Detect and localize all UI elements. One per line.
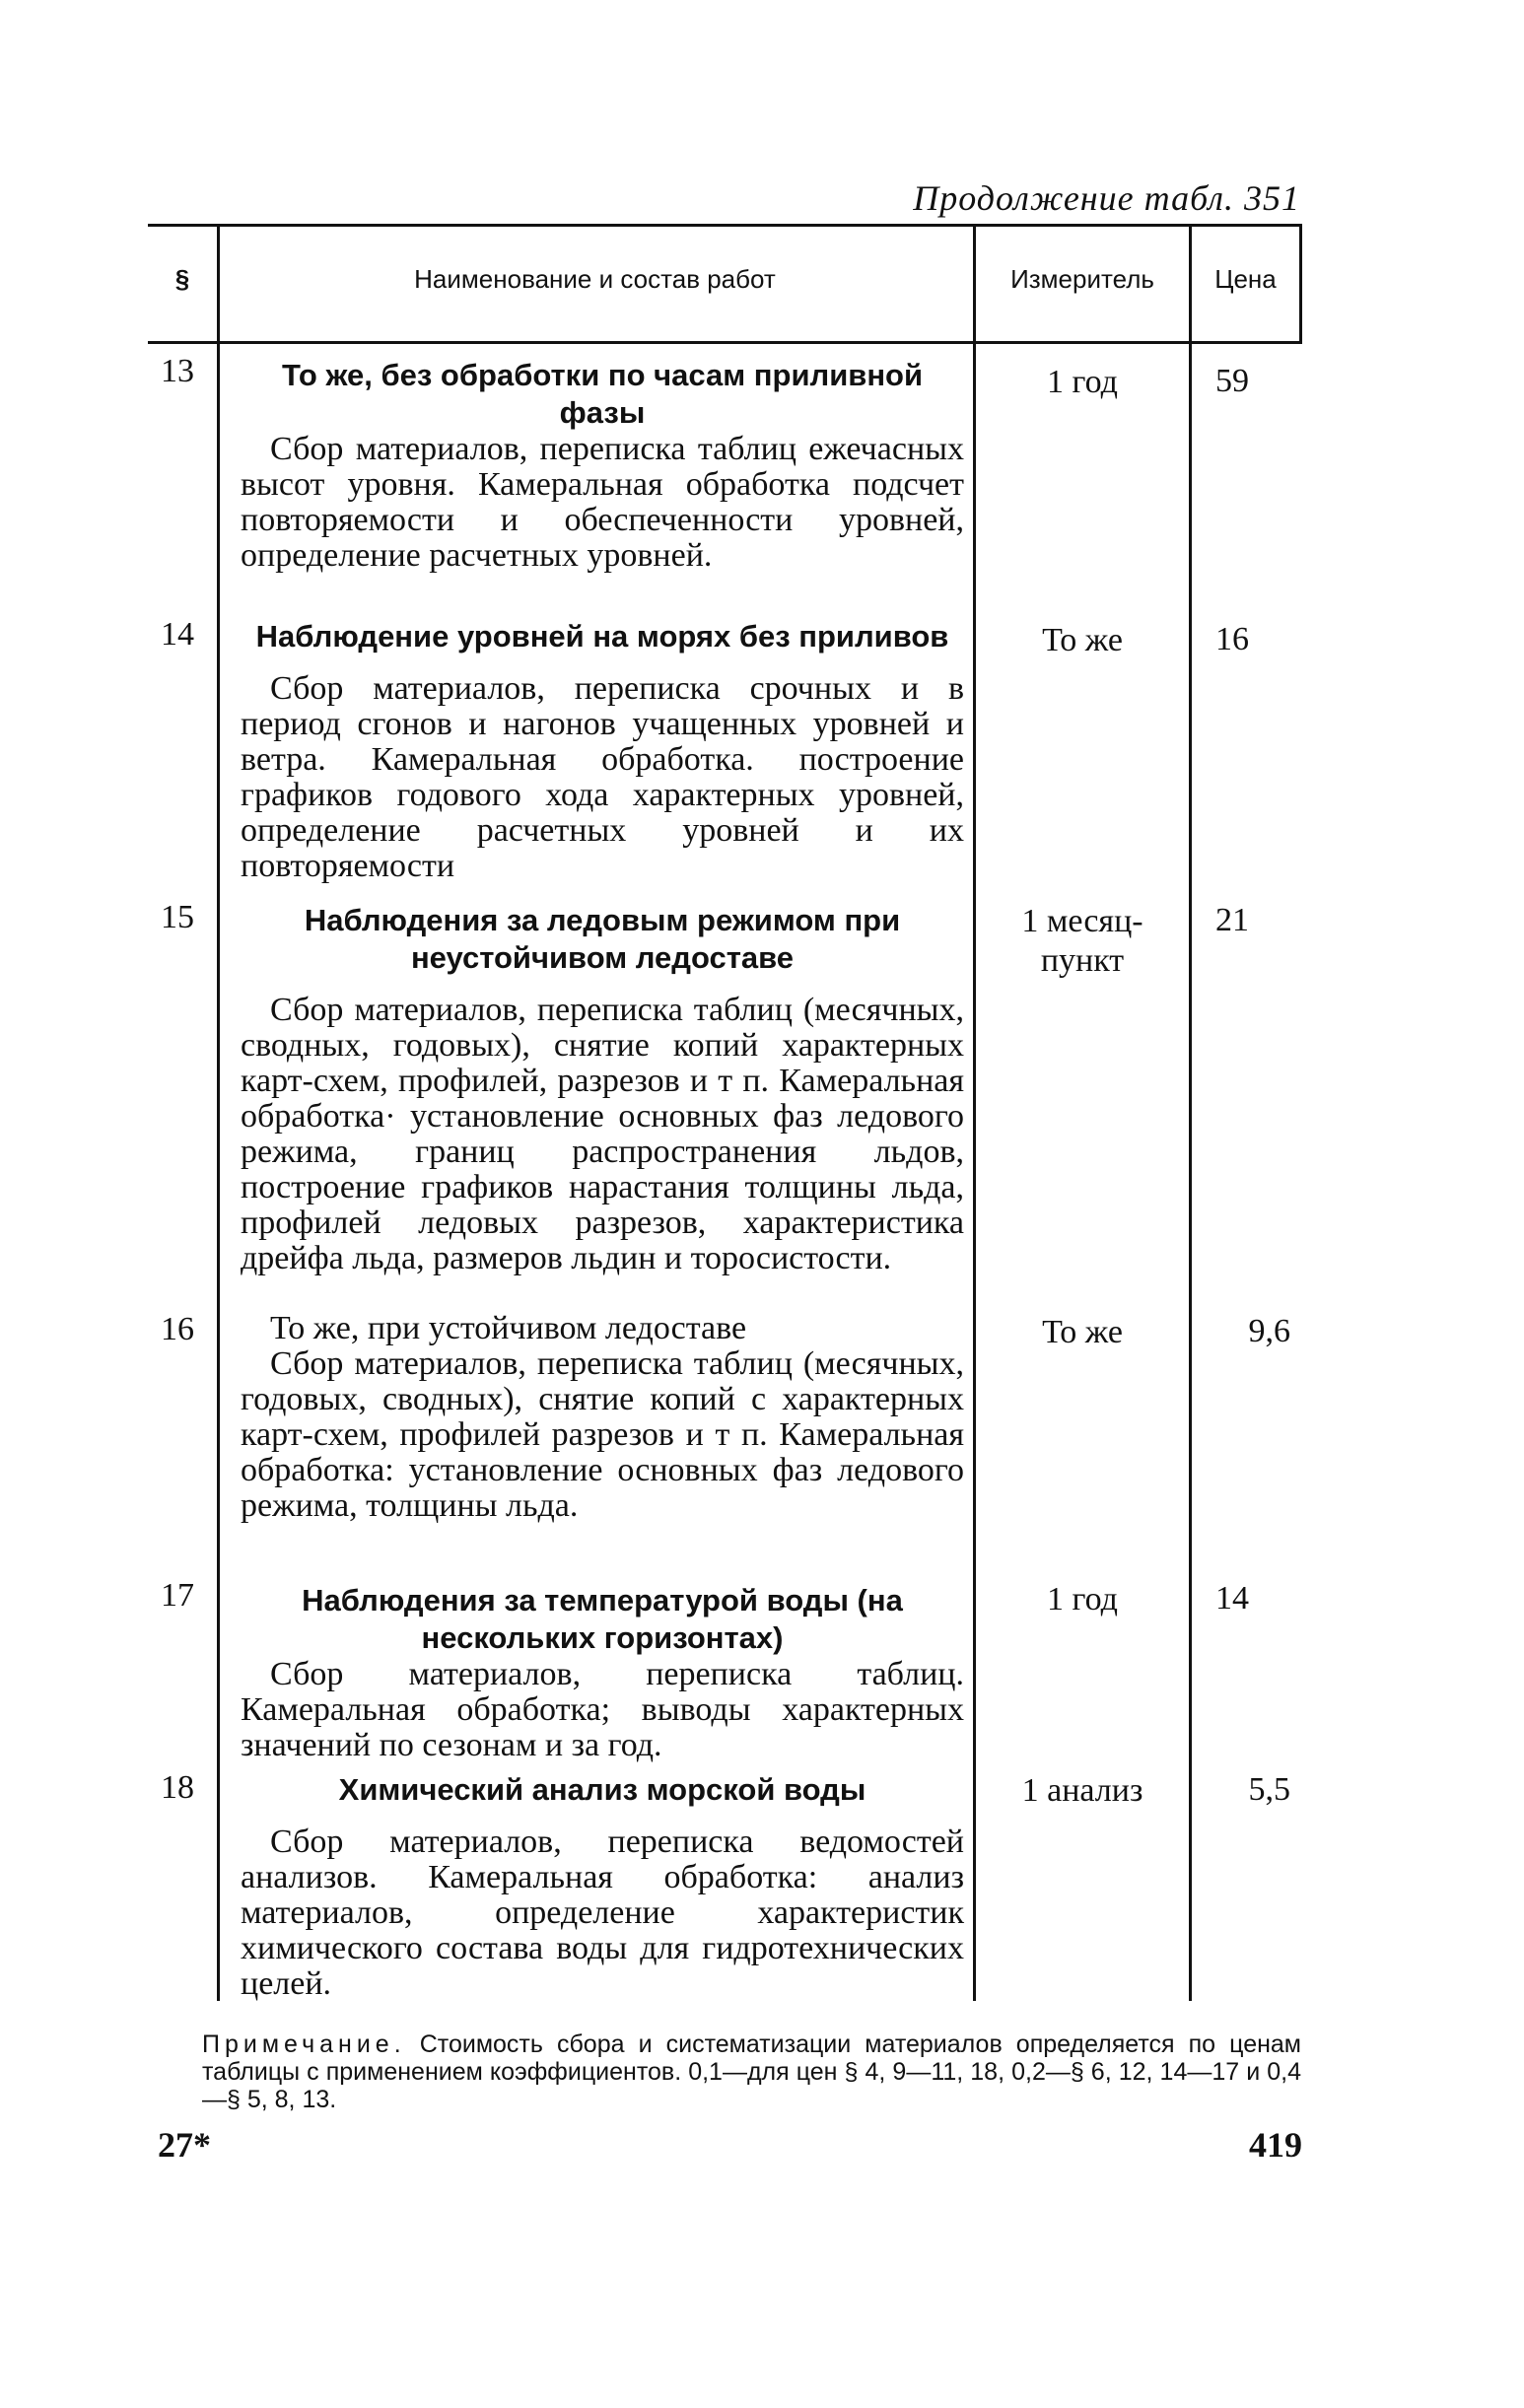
footnote-label: Примечание. xyxy=(202,2030,406,2058)
row-18-num: 18 xyxy=(161,1769,194,1806)
table-continuation-caption: Продолжение табл. 351 xyxy=(913,178,1300,218)
row-14-content xyxy=(241,618,964,884)
row-15-content xyxy=(241,902,964,1276)
table-top-rule xyxy=(148,224,1299,227)
row-18-desc: Сбор материалов, переписка ведомостей анализов. Камеральная обработка: анализ материалов, определение характеристик химического состава воды для гидротехнических целей. xyxy=(241,1823,964,2002)
row-16-desc: Сбор материалов, переписка таблиц (месячных, годовых, сводных), снятие копий с характерных карт-схем, профилей разрезов и т п. Камеральная обработка: установление основных фаз ледового режима, толщины льда. xyxy=(241,1345,964,1524)
row-13-content xyxy=(241,357,964,574)
row-17-measure: 1 год xyxy=(1047,1581,1118,1617)
table-header-rule xyxy=(148,341,1299,344)
row-17-desc: Сбор материалов, переписка таблиц. Камеральная обработка; выводы характерных значений по сезонам и за год. xyxy=(241,1656,964,1763)
row-14-desc: Сбор материалов, переписка срочных и в период сгонов и нагонов учащенных уровней и ветра. Камеральная обработка. построение графиков годового хода характерных уровней, определение расчетных уровней и их повторяемости xyxy=(241,670,964,884)
row-13-measure: 1 год xyxy=(1047,364,1118,400)
row-14-price: 16 xyxy=(1215,621,1249,657)
row-13-price: 59 xyxy=(1215,363,1249,399)
column-divider-2 xyxy=(973,224,976,2001)
row-16-measure: То же xyxy=(1042,1314,1123,1350)
row-16-title: То же, при устойчивом ледоставе xyxy=(270,1310,747,1346)
column-divider-1 xyxy=(217,224,220,2001)
row-14-measure: То же xyxy=(1042,622,1123,658)
printer-signature: 27* xyxy=(158,2125,211,2165)
row-18-content xyxy=(241,1771,964,2002)
row-15-measure: 1 месяц-пункт xyxy=(1021,903,1143,979)
page-number: 419 xyxy=(1249,2125,1302,2165)
row-14-title: Наблюдение уровней на морях без приливов xyxy=(255,619,949,654)
header-right-border xyxy=(1299,224,1302,344)
row-13-title: То же, без обработки по часам приливной фазы xyxy=(281,358,924,430)
row-13-desc: Сбор материалов, переписка таблиц ежечасных высот уровня. Камеральная обработка подсчет повторяемости и обеспеченности уровней, определение расчетных уровней. xyxy=(241,431,964,574)
row-17-num: 17 xyxy=(161,1577,194,1614)
header-price: Цена xyxy=(1214,264,1277,294)
row-16-price: 9,6 xyxy=(1248,1313,1290,1349)
row-17-title: Наблюдения за температурой воды (на нескольких горизонтах) xyxy=(302,1583,903,1655)
row-15-title: Наблюдения за ледовым режимом при неустойчивом ледоставе xyxy=(304,903,901,975)
row-15-num: 15 xyxy=(161,899,194,935)
row-18-price: 5,5 xyxy=(1248,1771,1290,1808)
row-15-price: 21 xyxy=(1215,902,1249,938)
footnote-text: Стоимость сбора и систематизации материалов определяется по ценам таблицы с применением коэффициентов. 0,1—для цен § 4, 9—11, 18, 0,2—§ 6, 12, 14—17 и 0,4—§ 5, 8, 13. xyxy=(202,2030,1301,2113)
row-15-desc: Сбор материалов, переписка таблиц (месячных, сводных, годовых), снятие копий характерных карт-схем, профилей, разрезов и т п. Камеральная обработка· установление основных фаз ледового режима, границ распространения льдов, построение графиков нарастания толщины льда, профилей ледовых разрезов, характеристика дрейфа льда, размеров льдин и торосистости. xyxy=(241,992,964,1276)
row-18-title: Химический анализ морской воды xyxy=(338,1772,866,1807)
column-divider-3 xyxy=(1189,224,1192,2001)
table-footnote xyxy=(202,2030,1301,2113)
row-17-price: 14 xyxy=(1215,1580,1249,1617)
row-16-content xyxy=(241,1311,964,1524)
row-14-num: 14 xyxy=(161,616,194,653)
row-17-content xyxy=(241,1582,964,1763)
header-name: Наименование и состав работ xyxy=(414,264,776,294)
row-18-measure: 1 анализ xyxy=(1021,1772,1143,1809)
header-section: § xyxy=(174,264,190,294)
row-13-num: 13 xyxy=(161,353,194,389)
header-measure: Измеритель xyxy=(1010,264,1154,294)
row-16-num: 16 xyxy=(161,1311,194,1347)
